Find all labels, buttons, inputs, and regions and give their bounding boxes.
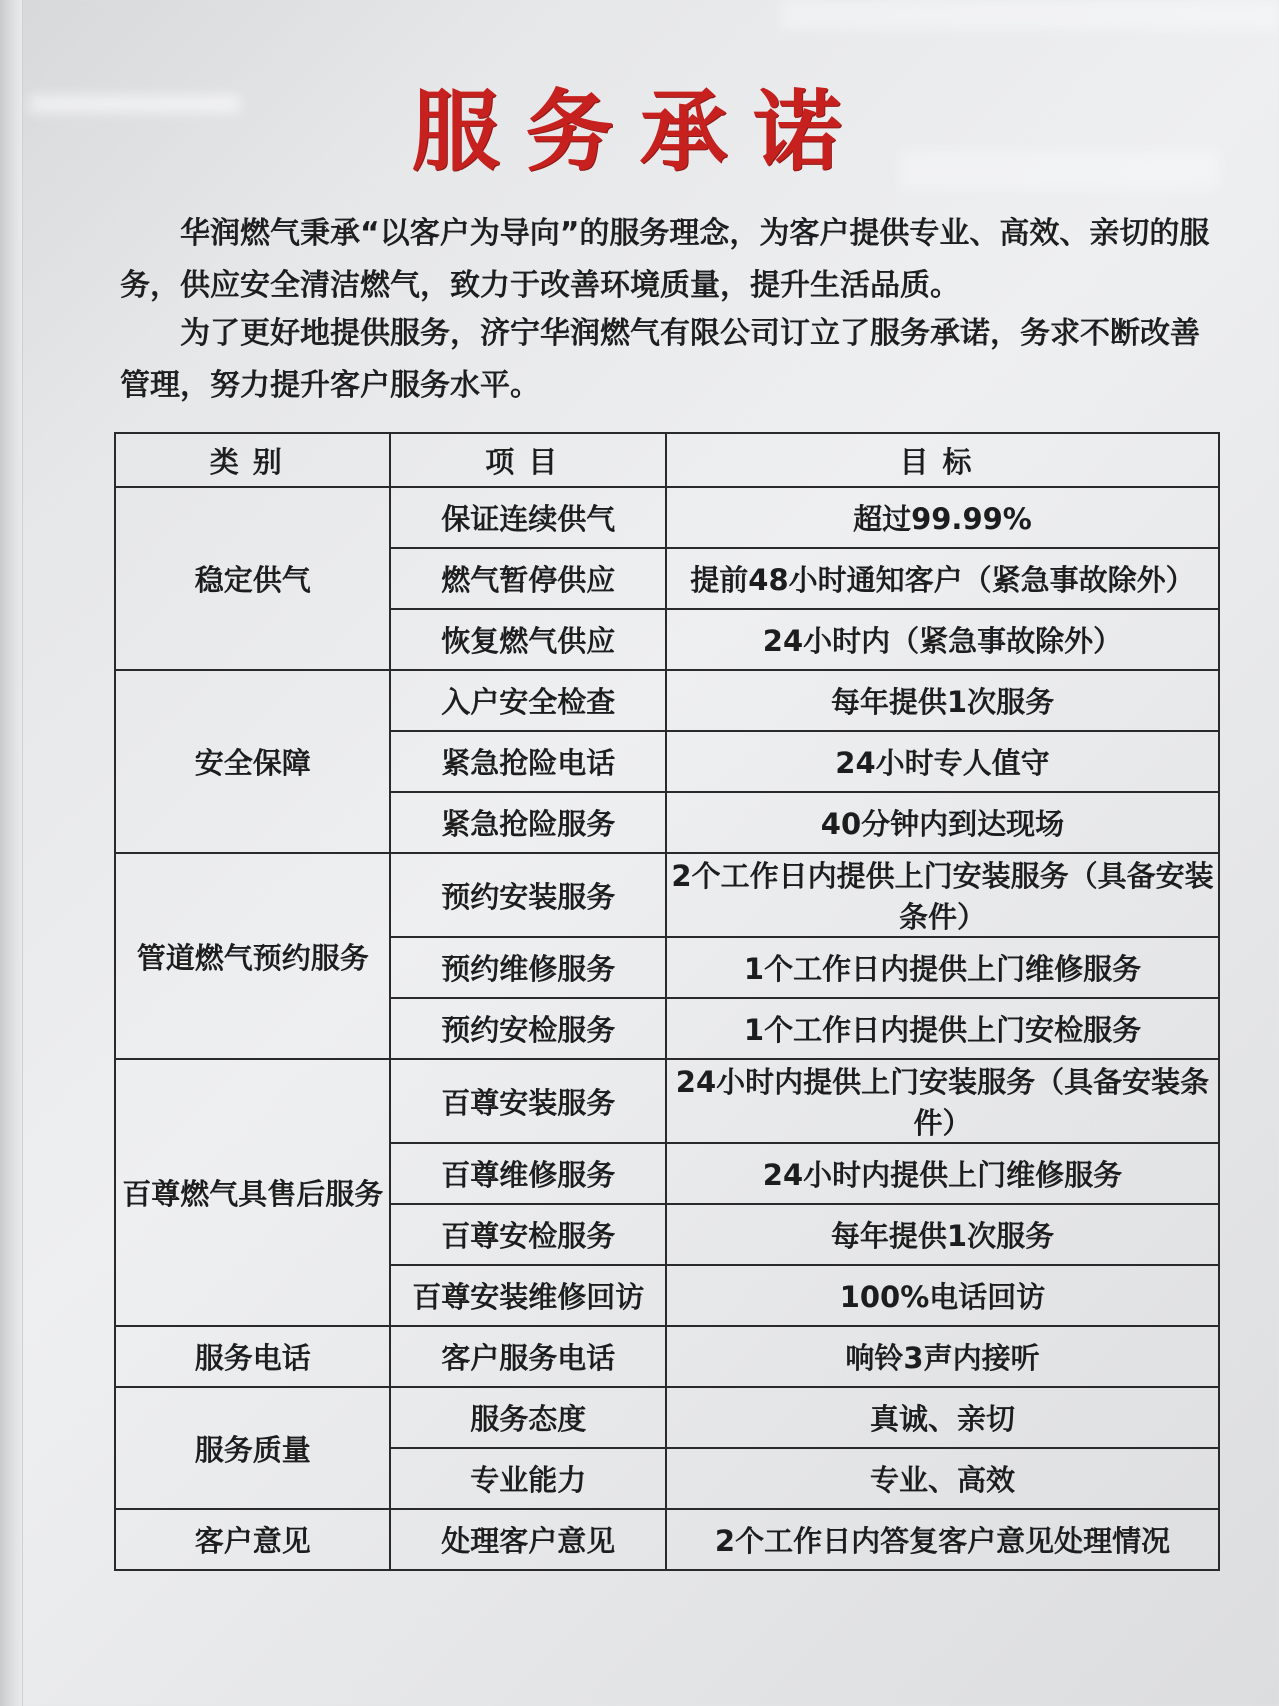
target-cell: 1个工作日内提供上门安检服务: [666, 998, 1219, 1059]
glare: [780, 0, 1279, 30]
category-cell: 百尊燃气具售后服务: [115, 1059, 390, 1326]
table-row: [115, 1387, 1219, 1448]
target-cell: 24小时内提供上门维修服务: [666, 1143, 1219, 1204]
target-cell: 真诚、亲切: [666, 1387, 1219, 1448]
category-cell: 服务电话: [115, 1326, 390, 1387]
target-cell: 每年提供1次服务: [666, 1204, 1219, 1265]
item-cell: 紧急抢险服务: [390, 792, 665, 853]
target-cell: 每年提供1次服务: [666, 670, 1219, 731]
target-cell: 24小时内（紧急事故除外）: [666, 609, 1219, 670]
table-header-row: [115, 433, 1219, 487]
item-cell: 燃气暂停供应: [390, 548, 665, 609]
target-cell: 24小时专人值守: [666, 731, 1219, 792]
service-promise-table: [114, 432, 1220, 1571]
table-row: [115, 1509, 1219, 1570]
frame-edge: [0, 0, 23, 1706]
item-cell: 紧急抢险电话: [390, 731, 665, 792]
item-cell: 入户安全检查: [390, 670, 665, 731]
column-header-category: 类别: [115, 433, 390, 487]
item-cell: 恢复燃气供应: [390, 609, 665, 670]
item-cell: 百尊安装服务: [390, 1059, 665, 1143]
item-cell: 保证连续供气: [390, 487, 665, 548]
target-cell: 100%电话回访: [666, 1265, 1219, 1326]
column-header-target: 目标: [666, 433, 1219, 487]
target-cell: 提前48小时通知客户（紧急事故除外）: [666, 548, 1219, 609]
table-row: [115, 670, 1219, 731]
item-cell: 百尊安检服务: [390, 1204, 665, 1265]
target-cell: 专业、高效: [666, 1448, 1219, 1509]
item-cell: 百尊维修服务: [390, 1143, 665, 1204]
category-cell: 服务质量: [115, 1387, 390, 1509]
target-cell: 2个工作日内提供上门安装服务（具备安装条件）: [666, 853, 1219, 937]
category-cell: 管道燃气预约服务: [115, 853, 390, 1059]
page-title: 服务承诺: [411, 79, 868, 183]
table-row: [115, 1326, 1219, 1387]
intro-paragraph: 华润燃气秉承“以客户为导向”的服务理念，为客户提供专业、高效、亲切的服务，供应安全清洁燃气，致力于改善环境质量，提升生活品质。: [120, 216, 1210, 303]
item-cell: 预约维修服务: [390, 937, 665, 998]
table-row: [115, 853, 1219, 937]
item-cell: 服务态度: [390, 1387, 665, 1448]
column-header-item: 项目: [390, 433, 665, 487]
item-cell: 专业能力: [390, 1448, 665, 1509]
intro-paragraph: 为了更好地提供服务，济宁华润燃气有限公司订立了服务承诺，务求不断改善管理，努力提升客户服务水平。: [120, 316, 1200, 403]
table-row: [115, 1059, 1219, 1143]
target-cell: 24小时内提供上门安装服务（具备安装条件）: [666, 1059, 1219, 1143]
target-cell: 1个工作日内提供上门维修服务: [666, 937, 1219, 998]
item-cell: 百尊安装维修回访: [390, 1265, 665, 1326]
target-cell: 2个工作日内答复客户意见处理情况: [666, 1509, 1219, 1570]
item-cell: 预约安检服务: [390, 998, 665, 1059]
category-cell: 稳定供气: [115, 487, 390, 670]
category-cell: 安全保障: [115, 670, 390, 853]
item-cell: 预约安装服务: [390, 853, 665, 937]
table-body: [115, 487, 1219, 1570]
item-cell: 客户服务电话: [390, 1326, 665, 1387]
target-cell: 40分钟内到达现场: [666, 792, 1219, 853]
category-cell: 客户意见: [115, 1509, 390, 1570]
target-cell: 超过99.99%: [666, 487, 1219, 548]
item-cell: 处理客户意见: [390, 1509, 665, 1570]
target-cell: 响铃3声内接听: [666, 1326, 1219, 1387]
table-row: [115, 487, 1219, 548]
